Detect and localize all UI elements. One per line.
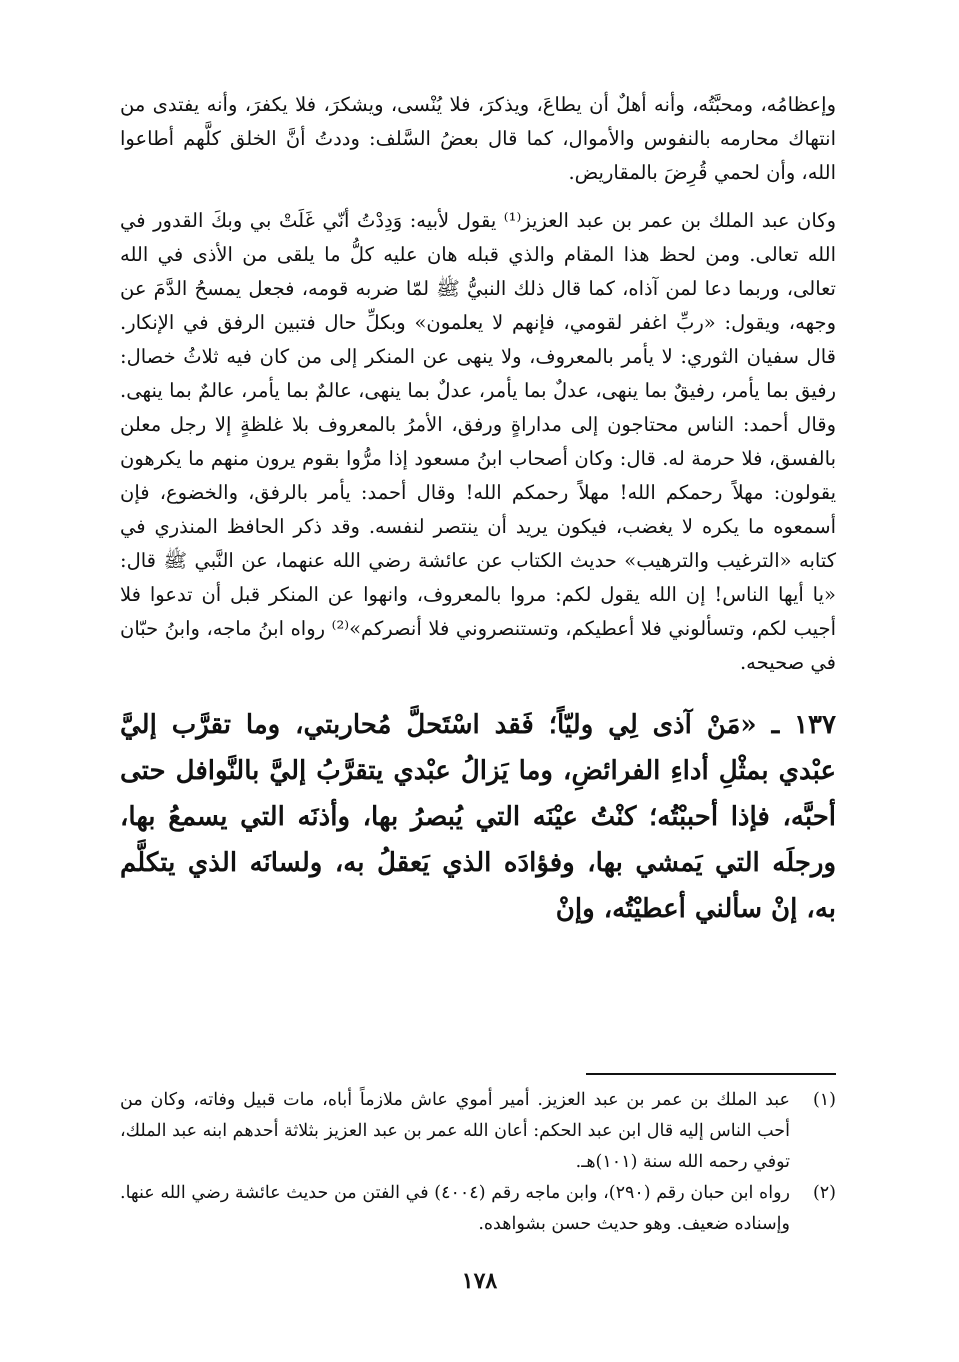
footnote-2 [120,1178,836,1240]
hadith-137: ١٣٧ ـ «مَنْ آذى لِي وليّاً؛ فَقد اسْتَحلَّ مُحاربتي، وما تقرَّب إليَّ عبْدي بمثْلِ أداءِ الفرائضِ، وما يَزالُ عبْدي يتقرَّبُ إليَّ بالنَّوافل حتى أحبَّه، فإذا أحببْتُه؛ كنْتُ عيْنَه التي يُبصرُ بها، وأذنَه التي يسمعُ بها، ورجلَه التي يَمشي بها، وفؤادَه الذي يَعقلُ به، ولسانَه الذي يتكلَّم به، إنْ سألني أعطيْتُه، وإنْ [120,710,836,924]
footnote-1 [120,1085,836,1178]
footnote-divider [586,1073,836,1075]
footnote-1-number: (١) [812,1090,836,1110]
footnote-2-text: رواه ابن حبان رقم (٢٩٠)، وابن ماجه رقم (٤٠٠٤) في الفتن من حديث عائشة رضي الله عنها. وإسناده ضعيف. وهو حديث حسن بشواهده. [120,1183,790,1234]
page-body [120,88,836,932]
page-number: ١٧٨ [461,1268,498,1294]
footnote-1-text: عبد الملك بن عمر بن عبد العزيز. أمير أموي عاش ملازماً أباه، مات قبيل وفاته، وكان من أحب الناس إليه قال ابن عبد الحكم: أعان الله عمر بن عبد العزيز بثلاثة أحدهم ابنه عبد الملك، توفي رحمه الله سنة (١٠١)هـ. [120,1090,790,1172]
body-paragraph-1: وإعظامُه، ومحبَّتُه، وأنه أهلٌ أن يطاعَ، ويذكرَ، فلا يُنْسى، ويشكرَ، فلا يكفرَ، وأنه يفتدى من انتهاك محارمه بالنفوس والأموال، كما قال بعضُ السَّلف: وددتُ أنَّ الخلق كلَّهم أطاعوا الله، وأن لحمي قُرِضَ بالمقاريض. [120,93,836,184]
footnote-2-number: (٢) [812,1183,836,1203]
body-paragraph-2: وكان عبد الملك بن عمر بن عبد العزيز⁽¹⁾ يقول لأبيه: وَدِدْتُ أنّي غَلَتْ بي وبكَ القدور في الله تعالى. ومن لحظ هذا المقام والذي قبله هان عليه كلُّ ما يلقى من الأذى في الله تعالى، وربما دعا لمن آذاه، كما قال ذلك النبيُّ ﷺ لمّا ضربه قومه، فجعل يمسحُ الدَّمَ عن وجهه، ويقول: «ربِّ اغفر لقومي، فإنهم لا يعلمون» وبكلِّ حال فتبين الرفق في الإنكار. قال سفيان الثوري: لا يأمر بالمعروف، ولا ينهى عن المنكر إلى من كان فيه ثلاثُ خصال: رفيق بما يأمر، رفيقٌ بما ينهى، عدلٌ بما يأمر، عدلٌ بما ينهى، عالمٌ بما يأمر، عالمٌ بما ينهى. وقال أحمد: الناس محتاجون إلى مداراةٍ ورفق، الأمرُ بالمعروف بلا غلظةٍ إلا رجل معلن بالفسق، فلا حرمة له. قال: وكان أصحاب ابنُ مسعود إذا مرُّوا بقوم يرون منهم ما يكرهون يقولون: مهلاً رحمكم الله! مهلاً رحمكم الله! وقال أحمد: يأمر بالرفق، والخضوع، فإن أسمعوه ما يكره لا يغضب، فيكون يريد أن ينتصر لنفسه. وقد ذكر الحافظ المنذري في كتابه «الترغيب والترهيب» حديث الكتاب عن عائشة رضي الله عنهما، عن النَّبي ﷺ قال: «يا أيها الناس! إن الله يقول لكم: مروا بالمعروف، وانهوا عن المنكر قبل أن تدعوا فلا أجيب لكم، وتسألوني فلا أعطيكم، وتستنصروني فلا أنصركم»⁽²⁾ رواه ابنُ ماجه، وابنُ حبّان في صحيحه. [120,209,836,674]
footnotes [120,1085,836,1240]
